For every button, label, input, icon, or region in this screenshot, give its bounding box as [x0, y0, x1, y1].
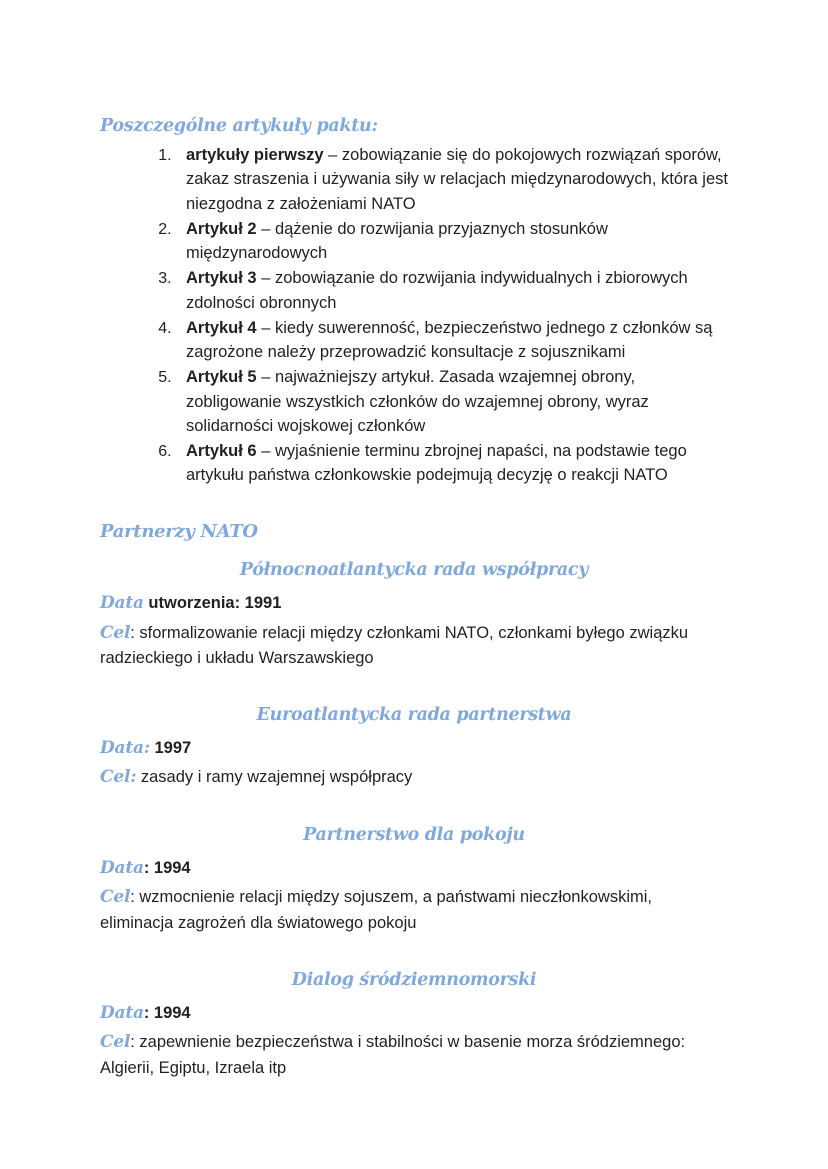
- spacer: [100, 489, 728, 521]
- partners-section-heading: Partnerzy NATO: [100, 520, 258, 542]
- date-value: utworzenia: 1991: [143, 594, 282, 613]
- date-line: [100, 856, 728, 882]
- date-key: Data:: [100, 737, 150, 758]
- partner-title: Dialog śródziemnomorski: [291, 969, 537, 990]
- article-body: – zobowiązanie się do pokojowych rozwiązań sporów, zakaz straszenia i używania siły w relacjach międzynarodowych, która jest niezgodna z założeniami NATO: [186, 146, 728, 213]
- goal-line: [100, 1030, 728, 1080]
- goal-key: Cel: [100, 887, 131, 908]
- goal-key: Cel: [100, 622, 131, 643]
- partner-entry: [100, 560, 728, 671]
- goal-key: Cel: [100, 1032, 131, 1053]
- goal-key: Cel:: [100, 767, 137, 788]
- article-body: – zobowiązanie do rozwijania indywidualnych i zbiorowych zdolności obronnych: [186, 269, 688, 312]
- date-key: Data: [100, 593, 144, 614]
- goal-line: [100, 765, 728, 791]
- partner-title: Północnoatlantycka rada współpracy: [239, 560, 589, 581]
- list-item: [176, 217, 728, 266]
- date-line: [100, 591, 728, 617]
- spacer: [100, 675, 728, 705]
- partner-facts: [100, 591, 728, 671]
- date-key: Data: [100, 1002, 144, 1023]
- partner-title: Partnerstwo dla pokoju: [303, 824, 525, 845]
- partner-entry: [100, 825, 728, 936]
- list-item: [176, 143, 728, 216]
- goal-line: [100, 621, 728, 671]
- article-body: – najważniejszy artykuł. Zasada wzajemnej obrony, zobligowanie wszystkich członków do wzajemnej obrony, wyraz solidarności wojskowej członków: [186, 368, 649, 435]
- goal-value: : zapewnienie bezpieczeństwa i stabilności w basenie morza śródziemnego: Algierii, Egiptu, Izraela itp: [100, 1033, 686, 1077]
- spacer: [100, 940, 728, 970]
- goal-value: : wzmocnienie relacji między sojuszem, a państwami nieczłonkowskimi, eliminacja zagrożeń dla światowego pokoju: [100, 888, 652, 932]
- article-label: Artykuł 5: [186, 368, 257, 387]
- list-item: [176, 365, 728, 438]
- document-content: [100, 116, 728, 1084]
- date-value: : 1994: [143, 858, 191, 877]
- articles-section-heading: Poszczególne artykuły paktu:: [100, 116, 378, 136]
- list-item: [176, 266, 728, 315]
- spacer: [100, 795, 728, 825]
- article-label: artykuły pierwszy: [186, 146, 324, 164]
- list-item: [176, 439, 728, 488]
- partner-facts: [100, 1001, 728, 1081]
- article-label: Artykuł 2: [186, 219, 257, 238]
- article-label: Artykuł 3: [186, 269, 257, 288]
- article-label: Artykuł 4: [186, 318, 257, 337]
- goal-line: [100, 885, 728, 935]
- article-body: – wyjaśnienie terminu zbrojnej napaści, na podstawie tego artykułu państwa członkowskie podejmują decyzję o reakcji NATO: [186, 442, 687, 485]
- date-line: [100, 1001, 728, 1027]
- partner-entry: [100, 970, 728, 1081]
- article-body: – kiedy suwerenność, bezpieczeństwo jednego z członków są zagrożone należy przeprowadzić konsultacje z sojusznikami: [186, 318, 713, 361]
- articles-list: [100, 143, 728, 488]
- date-value: 1997: [149, 738, 192, 757]
- goal-value: zasady i ramy wzajemnej współpracy: [136, 768, 413, 787]
- article-label: Artykuł 6: [186, 442, 257, 460]
- date-value: : 1994: [143, 1003, 191, 1022]
- goal-value: : sformalizowanie relacji między członkami NATO, członkami byłego związku radzieckiego i układu Warszawskiego: [100, 623, 689, 668]
- article-body: – dążenie do rozwijania przyjaznych stosunków międzynarodowych: [186, 219, 608, 262]
- partner-entry: [100, 705, 728, 791]
- partner-facts: [100, 856, 728, 936]
- list-item: [176, 316, 728, 365]
- date-key: Data: [100, 857, 144, 878]
- date-line: [100, 736, 728, 762]
- partner-title: Euroatlantycka rada partnerstwa: [256, 704, 572, 725]
- partner-facts: [100, 736, 728, 791]
